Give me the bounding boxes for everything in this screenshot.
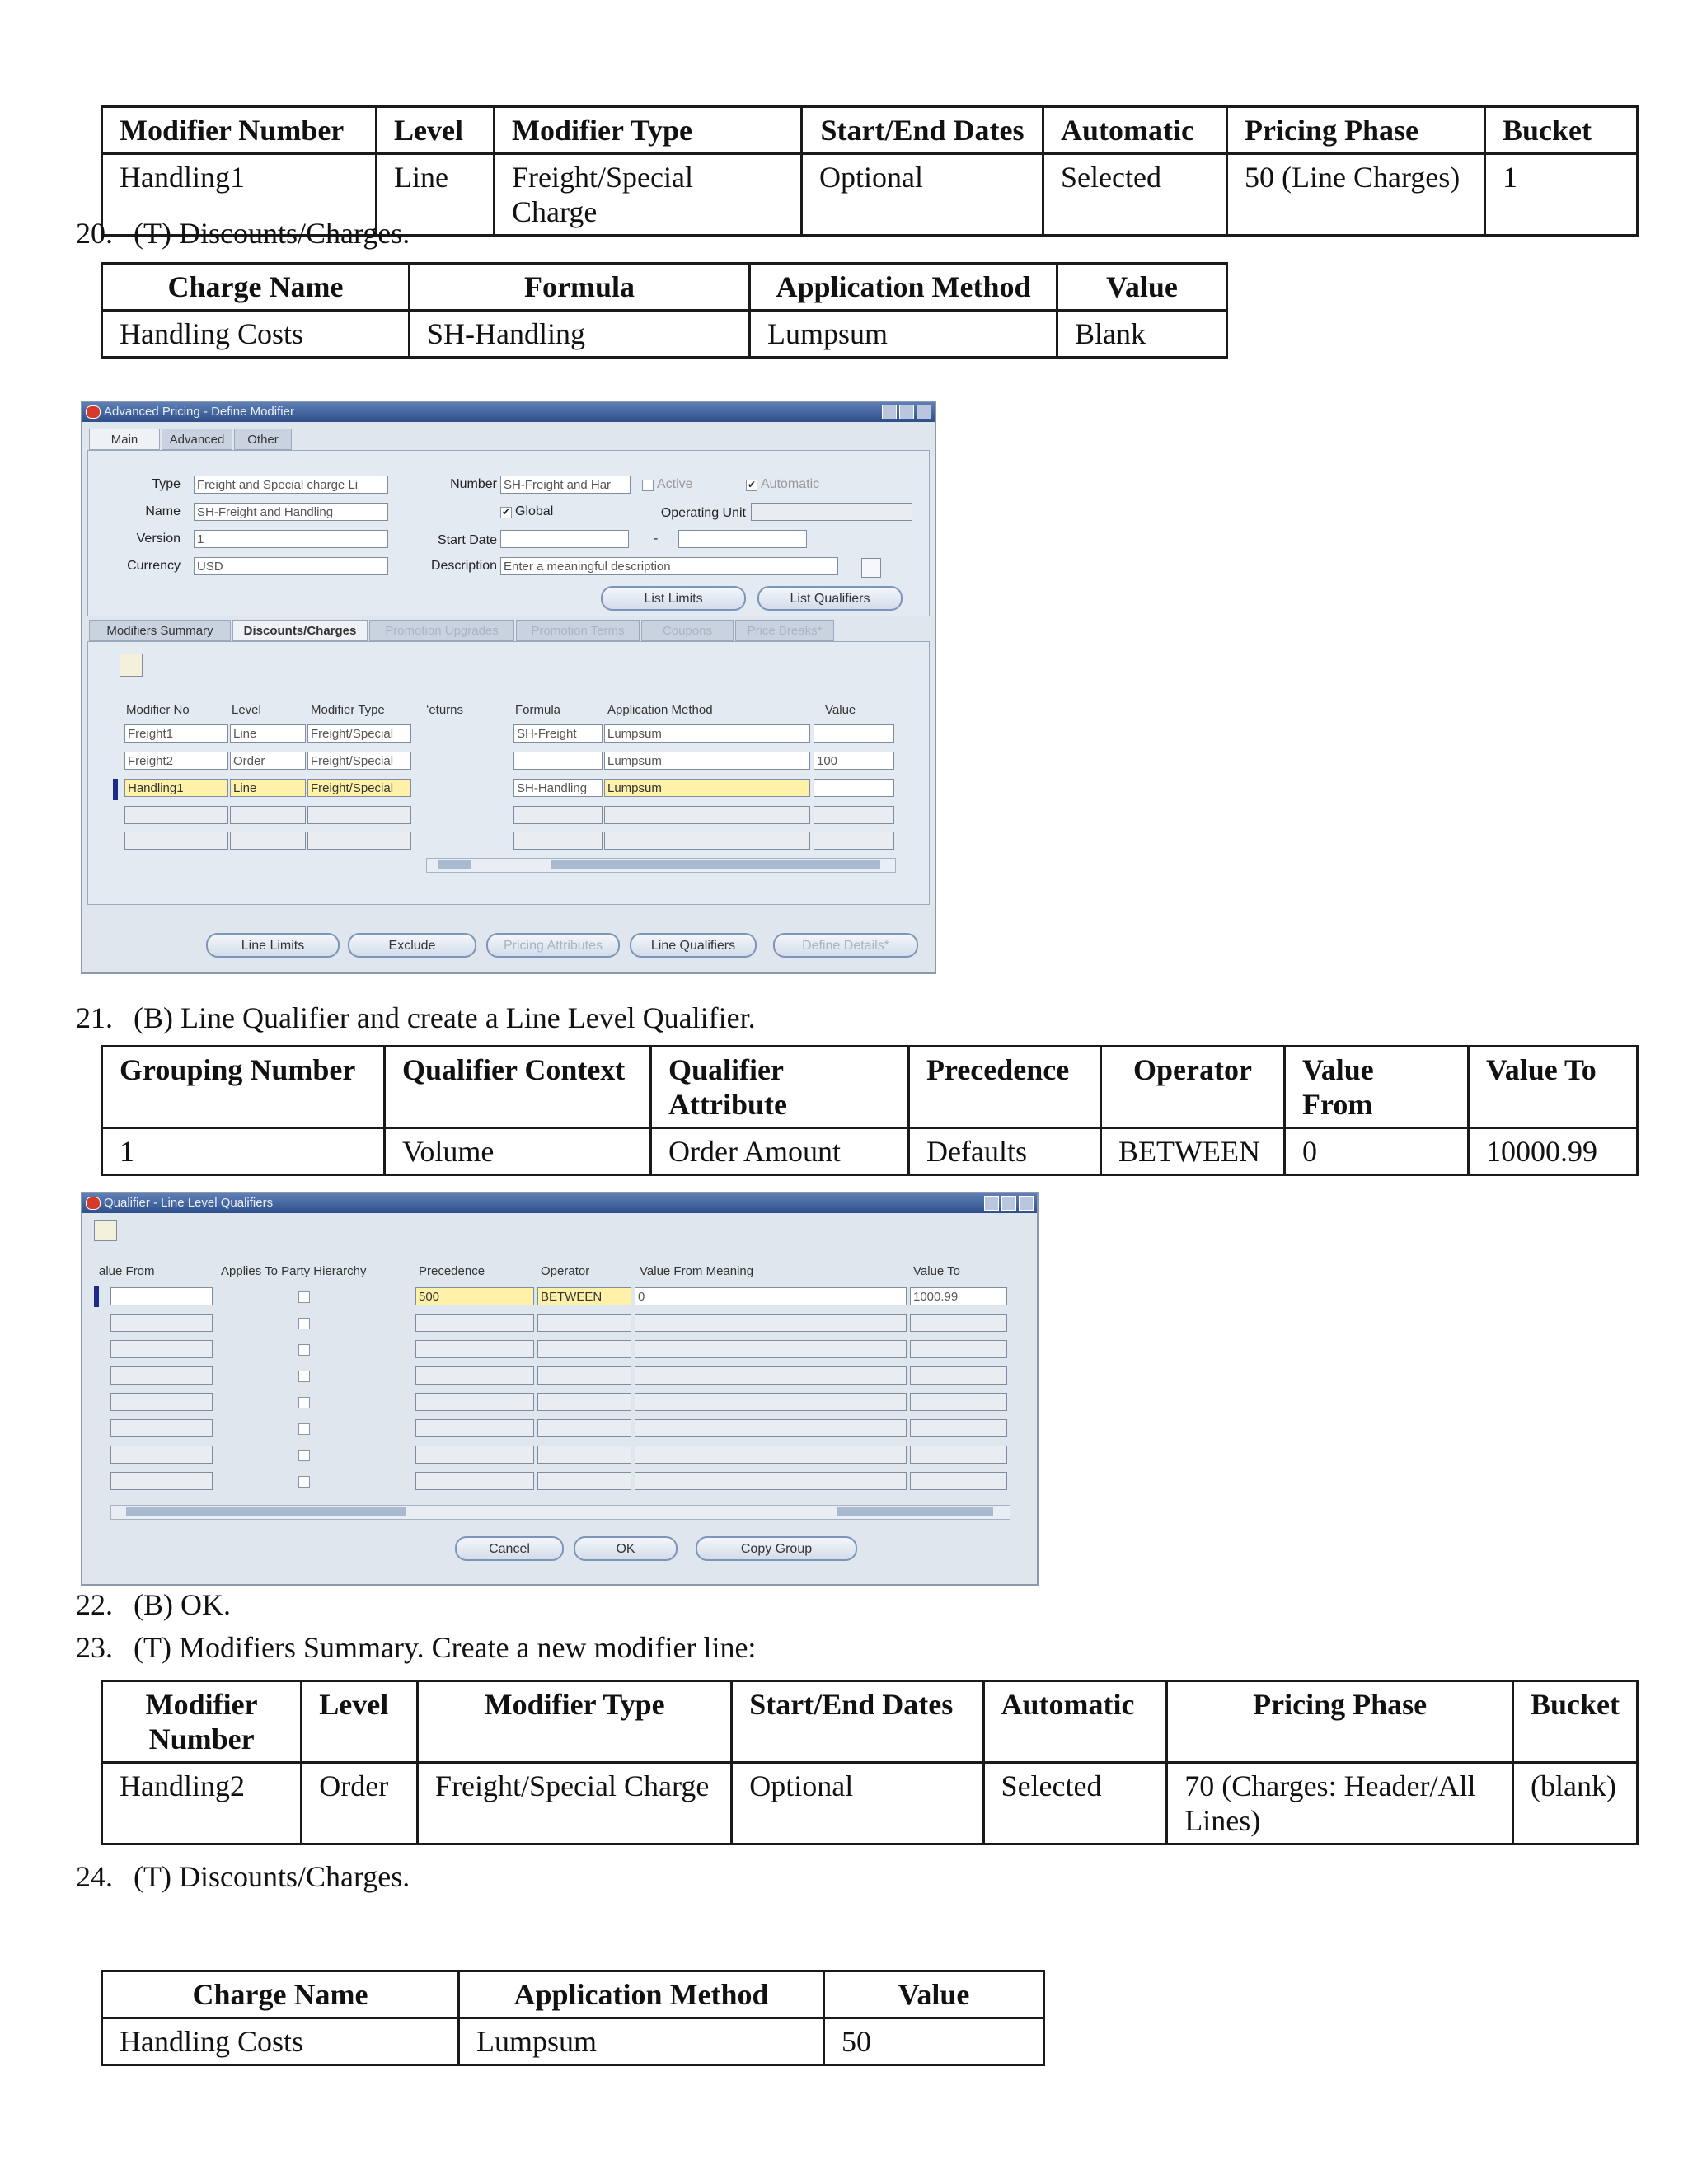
row1-application-method[interactable]: Lumpsum — [604, 724, 810, 743]
grid-header-operator: Operator — [541, 1264, 590, 1278]
pricing-attributes-button[interactable]: Pricing Attributes — [486, 933, 620, 958]
charge-table-handling-costs-2 — [101, 1970, 1045, 2066]
define-details-button[interactable]: Define Details* — [773, 933, 918, 958]
scrollbar-track[interactable] — [551, 860, 880, 869]
value-from-meaning-field[interactable]: 0 — [635, 1287, 907, 1305]
table-header: Application Method — [459, 1971, 824, 2018]
empty-row-cell[interactable] — [230, 806, 306, 824]
empty-row-cell[interactable] — [537, 1446, 631, 1464]
currency-label: Currency — [127, 559, 181, 573]
applies-to-party-hierarchy-checkbox[interactable] — [298, 1291, 310, 1303]
start-date-label: Start Date — [437, 533, 497, 547]
number-field[interactable]: SH-Freight and Har — [500, 476, 631, 494]
type-field[interactable]: Freight and Special charge Li — [194, 476, 388, 494]
empty-row-checkbox[interactable] — [298, 1397, 310, 1408]
table-header: Value To — [1469, 1047, 1638, 1128]
table-cell: Handling2 — [102, 1763, 302, 1844]
list-qualifiers-button[interactable]: List Qualifiers — [757, 586, 903, 611]
table-header-row — [102, 1971, 1044, 2018]
qualifier-table — [101, 1045, 1639, 1176]
empty-row-cell[interactable] — [537, 1366, 631, 1385]
step-23 — [76, 1630, 756, 1665]
automatic-label: Automatic — [761, 477, 820, 491]
empty-row-cell[interactable] — [635, 1393, 907, 1411]
maximize-icon[interactable] — [899, 405, 914, 419]
tab-promotion-upgrades[interactable]: Promotion Upgrades — [369, 620, 514, 641]
empty-row-cell[interactable] — [415, 1314, 534, 1332]
description-label: Description — [430, 559, 497, 573]
grid-header-formula: Formula — [515, 703, 561, 717]
empty-row-cell[interactable] — [230, 832, 306, 850]
empty-row-cell[interactable] — [110, 1340, 213, 1358]
row1-modifier-no[interactable]: Freight1 — [124, 724, 228, 743]
empty-row-cell[interactable] — [910, 1393, 1007, 1411]
empty-row-cell[interactable] — [910, 1472, 1007, 1490]
row2-level[interactable]: Order — [230, 752, 306, 770]
row2-modifier-type[interactable]: Freight/Special — [307, 752, 411, 770]
table-header-row — [102, 264, 1227, 311]
horizontal-scrollbar[interactable] — [110, 1505, 1010, 1520]
cancel-button[interactable]: Cancel — [455, 1536, 564, 1561]
step-number: 21. — [76, 1001, 113, 1034]
description-field[interactable]: Enter a meaningful description — [500, 557, 838, 575]
grid-header-level: Level — [232, 703, 261, 717]
table-cell: 70 (Charges: Header/All Lines) — [1167, 1763, 1513, 1844]
step-number: 24. — [76, 1860, 113, 1893]
maximize-icon[interactable] — [1001, 1196, 1016, 1211]
line-limits-button[interactable]: Line Limits — [206, 933, 340, 958]
table-header: Level — [377, 107, 495, 154]
row3-modifier-no[interactable]: Handling1 — [124, 779, 228, 797]
automatic-checkbox[interactable]: ✔ — [747, 479, 757, 490]
table-cell: Line — [377, 154, 495, 236]
empty-row-cell[interactable] — [635, 1340, 907, 1358]
window-title: Qualifier - Line Level Qualifiers — [104, 1196, 274, 1210]
empty-row-checkbox[interactable] — [298, 1450, 310, 1461]
table-header: Charge Name — [102, 1971, 459, 2018]
table-header: Level — [302, 1681, 418, 1763]
empty-row-checkbox[interactable] — [298, 1371, 310, 1382]
empty-row-cell[interactable] — [110, 1472, 213, 1490]
tab-price-breaks[interactable]: Price Breaks* — [735, 620, 834, 641]
scrollbar-thumb[interactable] — [438, 860, 471, 869]
step-text: (T) Modifiers Summary. Create a new modifier line: — [134, 1631, 757, 1664]
row2-value[interactable]: 100 — [814, 752, 894, 770]
table-cell: Selected — [983, 1763, 1167, 1844]
operating-unit-field[interactable] — [751, 503, 912, 521]
table-header: Qualifier Attribute — [651, 1047, 909, 1128]
empty-row-cell[interactable] — [604, 806, 810, 824]
operating-unit-label: Operating Unit — [660, 506, 746, 520]
empty-row-cell[interactable] — [415, 1446, 534, 1464]
value-to-field[interactable]: 1000.99 — [910, 1287, 1007, 1305]
empty-row-cell[interactable] — [537, 1393, 631, 1411]
table-header: Value — [1057, 264, 1227, 311]
name-label: Name — [145, 504, 181, 518]
step-text: (B) OK. — [134, 1588, 231, 1621]
table-row — [102, 1128, 1638, 1175]
empty-row-cell[interactable] — [513, 832, 603, 850]
step-text: (B) Line Qualifier and create a Line Level Qualifier. — [134, 1001, 756, 1034]
table-cell: 0 — [1285, 1128, 1469, 1175]
tab-main[interactable]: Main — [89, 429, 160, 450]
grid-header-value-from-meaning: Value From Meaning — [640, 1264, 754, 1278]
line-qualifiers-button[interactable]: Line Qualifiers — [630, 933, 757, 958]
table-row — [102, 311, 1227, 358]
table-header: Bucket — [1513, 1681, 1638, 1763]
empty-row-cell[interactable] — [537, 1472, 631, 1490]
table-header: Operator — [1101, 1047, 1285, 1128]
header-panel — [87, 450, 930, 616]
step-number: 20. — [76, 217, 113, 250]
table-header: Modifier Number — [102, 107, 377, 154]
table-cell: Freight/Special Charge — [418, 1763, 732, 1844]
empty-row-cell[interactable] — [635, 1314, 907, 1332]
empty-row-cell[interactable] — [513, 806, 603, 824]
table-cell: BETWEEN — [1101, 1128, 1285, 1175]
table-header: Application Method — [750, 264, 1057, 311]
name-field[interactable]: SH-Freight and Handling — [194, 503, 388, 521]
table-header: Bucket — [1485, 107, 1638, 154]
empty-row-cell[interactable] — [537, 1419, 631, 1437]
step-20 — [76, 216, 410, 251]
table-cell: Freight/Special Charge — [495, 154, 802, 236]
empty-row-checkbox[interactable] — [298, 1476, 310, 1488]
type-label: Type — [152, 477, 181, 491]
grid-header-precedence: Precedence — [419, 1264, 485, 1278]
empty-row-cell[interactable] — [415, 1366, 534, 1385]
copy-group-button[interactable]: Copy Group — [696, 1536, 857, 1561]
close-icon[interactable] — [917, 405, 931, 419]
tab-coupons[interactable]: Coupons — [641, 620, 734, 641]
tab-advanced[interactable]: Advanced — [162, 429, 232, 450]
active-checkbox[interactable] — [642, 480, 654, 491]
number-label: Number — [450, 477, 497, 491]
table-cell: SH-Handling — [410, 311, 750, 358]
empty-row-cell[interactable] — [910, 1340, 1007, 1358]
table-header: Modifier Type — [418, 1681, 732, 1763]
modifier-table-handling2 — [101, 1680, 1639, 1845]
grid-header-value-from: alue From — [99, 1264, 155, 1278]
end-date-field[interactable] — [678, 530, 807, 548]
active-label: Active — [657, 477, 693, 491]
table-cell: 50 (Line Charges) — [1227, 154, 1485, 236]
empty-row-cell[interactable] — [110, 1393, 213, 1411]
row2-modifier-no[interactable]: Freight2 — [124, 752, 228, 770]
empty-row-cell[interactable] — [635, 1366, 907, 1385]
empty-row-cell[interactable] — [307, 832, 411, 850]
current-row-marker — [113, 779, 118, 800]
tab-promotion-terms[interactable]: Promotion Terms — [516, 620, 640, 641]
grid-header-modifier-no: Modifier No — [126, 703, 190, 717]
step-number: 22. — [76, 1588, 113, 1621]
table-header: Pricing Phase — [1167, 1681, 1513, 1763]
row1-formula[interactable]: SH-Freight — [513, 724, 603, 743]
step-24 — [76, 1859, 410, 1894]
row1-modifier-type[interactable]: Freight/Special — [307, 724, 411, 743]
new-record-icon[interactable] — [94, 1220, 117, 1241]
row3-modifier-type[interactable]: Freight/Special — [307, 779, 411, 797]
table-cell: 1 — [102, 1128, 385, 1175]
step-number: 23. — [76, 1631, 113, 1664]
empty-row-cell[interactable] — [635, 1472, 907, 1490]
table-cell: Order Amount — [651, 1128, 909, 1175]
table-cell: 50 — [824, 2018, 1044, 2065]
empty-row-cell[interactable] — [910, 1446, 1007, 1464]
table-header-row — [102, 1681, 1638, 1763]
table-header: Pricing Phase — [1227, 107, 1485, 154]
empty-row-cell[interactable] — [415, 1340, 534, 1358]
empty-row-cell[interactable] — [537, 1340, 631, 1358]
tab-discounts-charges[interactable]: Discounts/Charges — [232, 620, 368, 641]
row2-formula[interactable] — [513, 752, 603, 770]
minimize-icon[interactable] — [984, 1196, 999, 1211]
row2-application-method[interactable]: Lumpsum — [604, 752, 810, 770]
table-header: Precedence — [909, 1047, 1101, 1128]
table-header: Qualifier Context — [385, 1047, 651, 1128]
table-header: Automatic — [1043, 107, 1227, 154]
value-from-field[interactable] — [110, 1287, 213, 1305]
exclude-button[interactable]: Exclude — [348, 933, 476, 958]
new-record-icon[interactable] — [120, 654, 143, 677]
scrollbar-thumb[interactable] — [126, 1507, 406, 1516]
table-cell: (blank) — [1513, 1763, 1638, 1844]
empty-row-cell[interactable] — [910, 1419, 1007, 1437]
row1-value[interactable] — [814, 724, 894, 743]
table-header: Value From — [1285, 1047, 1469, 1128]
start-date-field[interactable] — [500, 530, 629, 548]
empty-row-cell[interactable] — [110, 1419, 213, 1437]
table-cell: 1 — [1485, 154, 1638, 236]
tab-modifiers-summary[interactable]: Modifiers Summary — [89, 620, 231, 641]
empty-row-cell[interactable] — [124, 832, 228, 850]
table-cell: 10000.99 — [1469, 1128, 1638, 1175]
table-cell: Optional — [802, 154, 1043, 236]
row3-formula[interactable]: SH-Handling — [513, 779, 603, 797]
empty-row-cell[interactable] — [415, 1472, 534, 1490]
horizontal-scrollbar[interactable] — [426, 858, 896, 873]
empty-row-cell[interactable] — [110, 1314, 213, 1332]
empty-row-cell[interactable] — [415, 1419, 534, 1437]
oracle-icon — [86, 405, 101, 419]
ok-button[interactable]: OK — [574, 1536, 678, 1561]
step-22 — [76, 1587, 231, 1622]
list-limits-button[interactable]: List Limits — [601, 586, 746, 611]
table-cell: Handling Costs — [102, 2018, 459, 2065]
tab-other[interactable]: Other — [234, 429, 292, 450]
step-21 — [76, 1001, 756, 1035]
window-controls — [882, 405, 931, 419]
empty-row-cell[interactable] — [635, 1419, 907, 1437]
empty-row-cell[interactable] — [415, 1393, 534, 1411]
empty-row-cell[interactable] — [635, 1446, 907, 1464]
table-header: Value — [824, 1971, 1044, 2018]
row3-value[interactable] — [814, 779, 894, 797]
table-cell: Handling1 — [102, 154, 377, 236]
define-modifier-window — [81, 401, 936, 974]
empty-row-cell[interactable] — [604, 832, 810, 850]
version-label: Version — [136, 532, 181, 546]
line-level-qualifiers-window — [81, 1192, 1039, 1586]
table-cell: Selected — [1043, 154, 1227, 236]
table-cell: Lumpsum — [750, 311, 1057, 358]
version-field[interactable]: 1 — [194, 530, 388, 548]
row3-application-method[interactable]: Lumpsum — [604, 779, 810, 797]
table-header: Automatic — [983, 1681, 1167, 1763]
table-row — [102, 2018, 1044, 2065]
empty-row-checkbox[interactable] — [298, 1318, 310, 1329]
empty-row-cell[interactable] — [124, 806, 228, 824]
table-cell: Order — [302, 1763, 418, 1844]
step-text: (T) Discounts/Charges. — [134, 217, 410, 250]
table-header: Grouping Number — [102, 1047, 385, 1128]
table-cell: Defaults — [909, 1128, 1101, 1175]
empty-row-cell[interactable] — [307, 806, 411, 824]
operator-field[interactable]: BETWEEN — [537, 1287, 631, 1305]
minimize-icon[interactable] — [882, 405, 897, 419]
table-header: Charge Name — [102, 264, 410, 311]
table-header-row — [102, 1047, 1638, 1128]
global-label: Global — [515, 504, 554, 518]
window-titlebar — [82, 1193, 1037, 1213]
empty-row-cell[interactable] — [814, 806, 894, 824]
table-cell: Lumpsum — [459, 2018, 824, 2065]
grid-header-value: Value — [825, 703, 856, 717]
grid-header-modifier-type: Modifier Type — [311, 703, 385, 717]
window-controls — [984, 1196, 1034, 1211]
charge-table-handling-costs — [101, 262, 1228, 359]
grid-header-application-method: Application Method — [607, 703, 713, 717]
row1-level[interactable]: Line — [230, 724, 306, 743]
empty-row-checkbox[interactable] — [298, 1423, 310, 1435]
step-text: (T) Discounts/Charges. — [134, 1860, 410, 1893]
empty-row-cell[interactable] — [814, 832, 894, 850]
discounts-charges-panel — [87, 641, 930, 905]
empty-row-cell[interactable] — [910, 1314, 1007, 1332]
table-header: Start/End Dates — [802, 107, 1043, 154]
date-separator: - — [654, 532, 659, 546]
precedence-field[interactable]: 500 — [415, 1287, 534, 1305]
window-titlebar — [82, 402, 935, 422]
grid-header-returns: ʻeturns — [426, 703, 464, 717]
table-header: Modifier Number — [102, 1681, 302, 1763]
table-header: Start/End Dates — [732, 1681, 983, 1763]
empty-row-cell[interactable] — [110, 1446, 213, 1464]
scrollbar-track[interactable] — [837, 1507, 993, 1516]
oracle-icon — [86, 1197, 101, 1210]
close-icon[interactable] — [1019, 1196, 1034, 1211]
flexfield-icon[interactable] — [861, 558, 881, 578]
table-header: Formula — [410, 264, 750, 311]
grid-header-value-to: Value To — [913, 1264, 960, 1278]
empty-row-cell[interactable] — [110, 1366, 213, 1385]
table-header-row — [102, 107, 1638, 154]
window-title: Advanced Pricing - Define Modifier — [104, 405, 294, 419]
empty-row-checkbox[interactable] — [298, 1344, 310, 1356]
currency-field[interactable]: USD — [194, 557, 388, 575]
table-header: Modifier Type — [495, 107, 802, 154]
table-row — [102, 1763, 1638, 1844]
table-cell: Volume — [385, 1128, 651, 1175]
empty-row-cell[interactable] — [537, 1314, 631, 1332]
current-row-marker — [94, 1286, 99, 1307]
table-cell: Optional — [732, 1763, 983, 1844]
grid-header-applies-to-party-hierarchy: Applies To Party Hierarchy — [221, 1264, 367, 1278]
table-cell: Handling Costs — [102, 311, 410, 358]
table-cell: Blank — [1057, 311, 1227, 358]
global-checkbox[interactable]: ✔ — [501, 506, 511, 518]
empty-row-cell[interactable] — [910, 1366, 1007, 1385]
row3-level[interactable]: Line — [230, 779, 306, 797]
